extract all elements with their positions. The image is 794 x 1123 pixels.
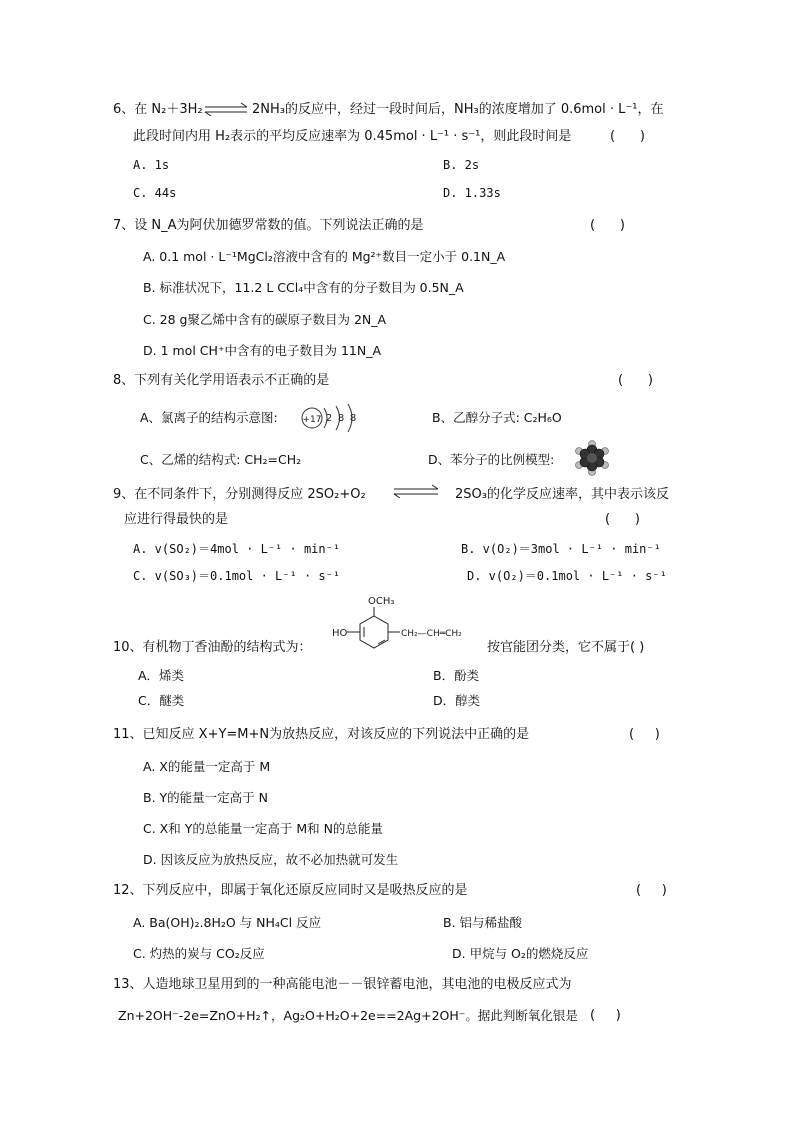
q6-answer-paren: ( ) (610, 129, 645, 144)
q9-option-c: C. v(SO₃)＝0.1mol · L⁻¹ · s⁻¹ (133, 569, 341, 583)
q7-option-a: A. 0.1 mol · L⁻¹MgCl₂溶液中含有的 Mg²⁺数目一定小于 0.1N_A (143, 249, 506, 264)
q12-option-d: D. 甲烷与 O₂的燃烧反应 (452, 946, 589, 961)
q12-option-c: C. 灼热的炭与 CO₂反应 (133, 946, 265, 961)
benzene-model-icon (574, 440, 610, 476)
q12-answer-paren: ( ) (636, 883, 667, 898)
struct-ho-label: HO (332, 628, 348, 639)
q9-option-a: A. v(SO₂)＝4mol · L⁻¹ · min⁻¹ (133, 542, 341, 556)
q9-answer-paren: ( ) (605, 512, 640, 527)
q9-stem-part1: 9、在不同条件下，分别测得反应 2SO₂+O₂ (113, 487, 366, 502)
q10-stem-part1: 10、有机物丁香油酚的结构式为： (113, 640, 312, 655)
ion-nucleus-charge: +17 (302, 415, 322, 425)
chloride-ion-diagram (300, 402, 362, 434)
q11-stem: 11、已知反应 X+Y=M+N为放热反应，对该反应的下列说法中正确的是 (113, 727, 530, 742)
q6-stem-part1: 6、在 N₂＋3H₂ (113, 102, 203, 117)
ion-shell-1: 2 (325, 413, 333, 424)
q10-option-a: A．烯类 (138, 668, 185, 683)
q11-option-c: C. X和 Y的总能量一定高于 M和 N的总能量 (143, 821, 383, 836)
q13-stem: 13、人造地球卫星用到的一种高能电池－－银锌蓄电池，其电池的电极反应式为 (113, 977, 572, 992)
q6-option-b: B. 2s (443, 158, 480, 172)
reversible-arrow-icon (203, 102, 249, 116)
struct-och3-label: OCH₃ (368, 596, 395, 607)
struct-chain-label: CH₂—CH═CH₂ (401, 629, 462, 639)
eugenol-structure-diagram (330, 592, 490, 662)
q6-stem-line2: 此段时间内用 H₂表示的平均反应速率为 0.45mol · L⁻¹ · s⁻¹，则此段时间是 (133, 129, 572, 144)
q12-option-a: A. Ba(OH)₂.8H₂O 与 NH₄Cl 反应 (133, 915, 322, 930)
ion-shell-3: 8 (349, 413, 357, 424)
reversible-arrow-icon (392, 484, 440, 498)
q10-option-b: B．酚类 (433, 668, 480, 683)
q13-answer-paren: ( ) (590, 1008, 621, 1023)
q8-option-c: C、乙烯的结构式: CH₂=CH₂ (140, 452, 302, 467)
q6-option-c: C. 44s (133, 186, 177, 200)
q11-answer-paren: ( ) (629, 727, 660, 742)
q8-option-b: B、乙醇分子式: C₂H₆O (432, 410, 562, 425)
q8-option-a: A、氯离子的结构示意图: (140, 410, 278, 425)
q6-option-d: D. 1.33s (443, 186, 501, 200)
q8-stem: 8、下列有关化学用语表示不正确的是 (113, 373, 330, 388)
q12-option-b: B. 铝与稀盐酸 (443, 915, 523, 930)
q6-option-a: A. 1s (133, 158, 170, 172)
q7-option-b: B. 标准状况下，11.2 L CCl₄中含有的分子数目为 0.5N_A (143, 280, 464, 295)
q9-option-b: B. v(O₂)＝3mol · L⁻¹ · min⁻¹ (461, 542, 661, 556)
q11-option-d: D. 因该反应为放热反应，故不必加热就可发生 (143, 852, 399, 867)
ion-shell-2: 8 (337, 413, 345, 424)
q7-option-d: D. 1 mol CH⁺中含有的电子数目为 11N_A (143, 343, 382, 358)
q9-stem-part2: 2SO₃的化学反应速率，其中表示该反 (455, 487, 669, 502)
q13-stem-line2: Zn+2OH⁻-2e=ZnO+H₂↑，Ag₂O+H₂O+2e==2Ag+2OH⁻。据此判断氧化银是 (118, 1008, 578, 1023)
q8-option-d: D、苯分子的比例模型: (428, 452, 555, 467)
q9-stem-line2: 应进行得最快的是 (124, 512, 229, 527)
q8-answer-paren: ( ) (618, 373, 653, 388)
q11-option-a: A. X的能量一定高于 M (143, 759, 271, 774)
q10-option-d: D．醇类 (433, 693, 481, 708)
q12-stem: 12、下列反应中，即属于氧化还原反应同时又是吸热反应的是 (113, 883, 468, 898)
q7-answer-paren: ( ) (590, 218, 625, 233)
q10-stem-part2: 按官能团分类，它不属于( ) (487, 640, 645, 655)
q7-stem: 7、设 N_A为阿伏加德罗常数的值。下列说法正确的是 (113, 218, 424, 233)
q9-option-d: D. v(O₂)＝0.1mol · L⁻¹ · s⁻¹ (467, 569, 667, 583)
q6-stem-part2: 2NH₃的反应中，经过一段时间后，NH₃的浓度增加了 0.6mol · L⁻¹，在 (252, 102, 664, 117)
q7-option-c: C. 28 g聚乙烯中含有的碳原子数目为 2N_A (143, 312, 387, 327)
q11-option-b: B. Y的能量一定高于 N (143, 790, 268, 805)
q10-option-c: C．醚类 (138, 693, 185, 708)
